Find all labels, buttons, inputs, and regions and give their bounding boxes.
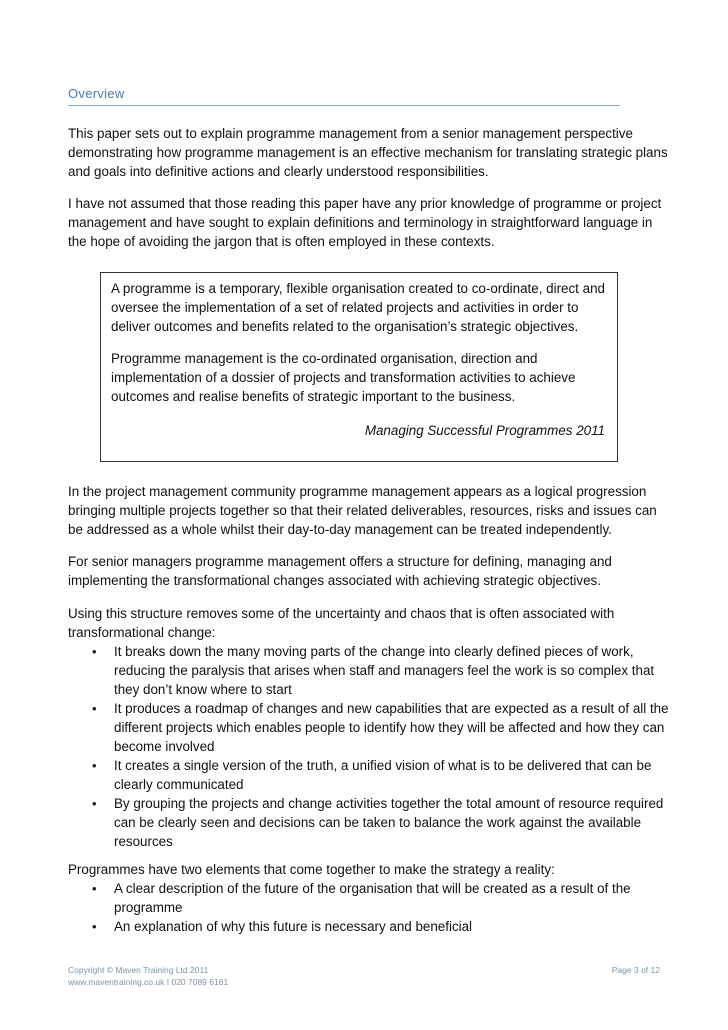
quote-source: Managing Successful Programmes 2011	[364, 423, 605, 438]
bullet-icon: •	[92, 919, 97, 934]
list-item-text: It breaks down the many moving parts of the change into clearly defined pieces of work, reducing the paralysis that arises when staff and managers feel the work is so complex that they don’t know where to start	[114, 644, 655, 697]
list-item	[90, 794, 670, 851]
list-item-text: It produces a roadmap of changes and new capabilities that are expected as a result of all the different projects which enables people to identify how they will be affected and how they can become involved	[114, 701, 669, 754]
quote-definition-programme: A programme is a temporary, flexible organisation created to co-ordinate, direct and oversee the implementation of a set of related projects and activities in order to deliver outcomes and benefits related to the organisation’s strategic objectives.	[111, 281, 605, 334]
bullet-icon: •	[92, 758, 97, 773]
list-item	[90, 756, 670, 794]
list-item	[90, 879, 670, 917]
paragraph-two-elements: Programmes have two elements that come together to make the strategy a reality:	[68, 862, 555, 877]
list-item	[90, 699, 670, 756]
list-item-text: An explanation of why this future is necessary and beneficial	[114, 919, 473, 934]
list-item-text: A clear description of the future of the organisation that will be created as a result of the programme	[114, 881, 631, 915]
quote-definition-programme-management: Programme management is the co-ordinated organisation, direction and implementation of a dossier of projects and transformation activities to achieve outcomes and realise benefits of strategic important to the business.	[111, 351, 576, 404]
elements-list	[90, 879, 670, 936]
footer-copyright: Copyright © Maven Training Ltd 2011	[68, 965, 209, 975]
paragraph-project-community: In the project management community programme management appears as a logical progression bringing multiple projects together so that their related deliverables, resources, risks and issues can be addressed as a whole whilst their day-to-day management can be treated independently.	[68, 484, 657, 537]
section-heading: Overview	[68, 86, 620, 106]
bullet-icon: •	[92, 701, 97, 716]
bullet-icon: •	[92, 644, 97, 659]
footer-contact: www.maventraining.co.uk I 020 7089 6161	[68, 977, 229, 987]
paragraph-senior-managers: For senior managers programme management offers a structure for defining, managing and implementing the transformational changes associated with achieving strategic objectives.	[68, 554, 612, 588]
list-item-text: By grouping the projects and change activities together the total amount of resource required can be clearly seen and decisions can be taken to balance the work against the available resources	[114, 796, 664, 849]
list-item	[90, 642, 670, 699]
list-item	[90, 917, 670, 936]
footer-page-number: Page 3 of 12	[611, 965, 660, 975]
paragraph-assumptions: I have not assumed that those reading this paper have any prior knowledge of programme or project management and have sought to explain definitions and terminology in straightforward language in the hope of avoiding the jargon that is often employed in these contexts.	[68, 196, 662, 249]
benefits-list	[90, 642, 670, 851]
page-footer	[68, 964, 660, 988]
paragraph-structure-benefits: Using this structure removes some of the uncertainty and chaos that is often associated with transformational change:	[68, 606, 615, 640]
paragraph-intro: This paper sets out to explain programme management from a senior management perspective demonstrating how programme management is an effective mechanism for translating strategic plans and goals into definitive actions and clearly understood responsibilities.	[68, 126, 668, 179]
list-item-text: It creates a single version of the truth, a unified vision of what is to be delivered that can be clearly communicated	[114, 758, 652, 792]
bullet-icon: •	[92, 881, 97, 896]
bullet-icon: •	[92, 796, 97, 811]
definition-quote-box	[100, 272, 618, 462]
